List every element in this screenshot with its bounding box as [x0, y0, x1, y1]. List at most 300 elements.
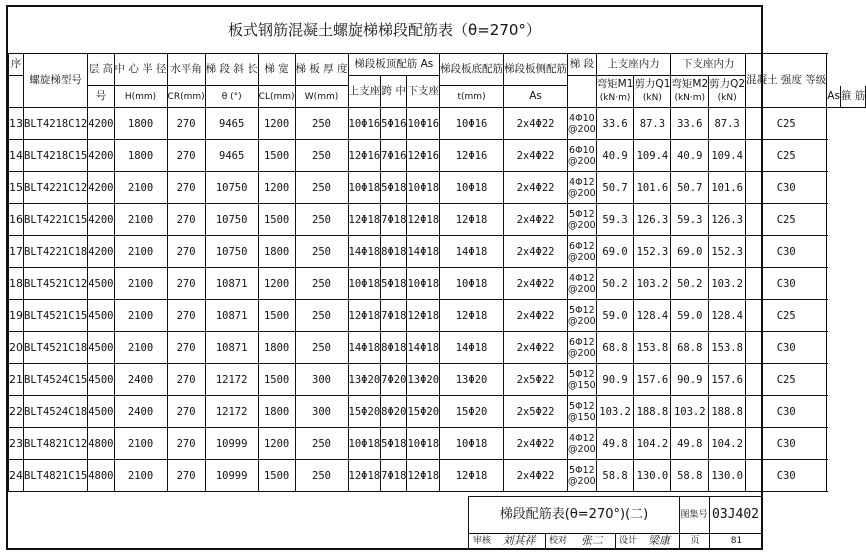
m1-cell: 90.9 [596, 364, 634, 396]
angle-cell: 270 [167, 268, 205, 300]
m2-header: 弯矩M2 (kN·m) [671, 76, 709, 108]
bottom-rebar-cell: 12Φ18 [440, 460, 504, 492]
bottom-rebar-cell: 10Φ18 [440, 268, 504, 300]
radius-cell: 2400 [114, 396, 167, 428]
slope-length-cell: 10871 [205, 268, 258, 300]
angle-cell: 270 [167, 332, 205, 364]
seq-cell: 21 [9, 364, 24, 396]
q1-cell: 152.3 [634, 236, 671, 268]
stirrup-cell [568, 140, 597, 172]
slope-length-cell: 9465 [205, 108, 258, 140]
side-rebar-header: 梯段板侧配筋 [504, 54, 568, 86]
m2-cell: 68.8 [671, 332, 709, 364]
top-mid-cell: 8Φ20 [381, 396, 407, 428]
q1-cell: 157.6 [634, 364, 671, 396]
width-cell: 1800 [258, 396, 295, 428]
m1-cell: 59.3 [596, 204, 634, 236]
side-rebar-cell: 2x4Φ22 [504, 268, 568, 300]
bottom-rebar-cell: 12Φ18 [440, 204, 504, 236]
stirrup-bars: 6Φ10 [569, 144, 595, 156]
side-rebar-cell: 2x5Φ22 [504, 364, 568, 396]
top-mid-cell: 5Φ18 [381, 268, 407, 300]
seq-cell: 15 [9, 172, 24, 204]
height-cell: 4500 [88, 396, 114, 428]
signature-row [469, 533, 762, 549]
drawing-sheet [6, 5, 866, 550]
m2-cell: 50.2 [671, 268, 709, 300]
m1-cell: 49.8 [596, 428, 634, 460]
q1-cell: 188.8 [634, 396, 671, 428]
top-mid-cell: 5Φ16 [381, 108, 407, 140]
table-row [9, 140, 866, 172]
thickness-cell: 250 [295, 236, 348, 268]
m1-cell: 103.2 [596, 396, 634, 428]
q2-cell: 128.4 [709, 300, 746, 332]
table-row [9, 204, 866, 236]
thickness-cell: 250 [295, 140, 348, 172]
thickness-cell: 250 [295, 300, 348, 332]
seq-cell: 14 [9, 140, 24, 172]
radius-cell: 2100 [114, 332, 167, 364]
seq-cell: 17 [9, 236, 24, 268]
atlas-label: 图集号 [679, 497, 710, 534]
slope-length-cell: 10999 [205, 428, 258, 460]
seq-cell: 23 [9, 428, 24, 460]
top-upper-cell: 14Φ18 [348, 332, 381, 364]
concrete-grade-cell: C25 [746, 364, 827, 396]
table-body [9, 108, 866, 492]
radius-cell: 2100 [114, 300, 167, 332]
model-cell: BLT4218C15 [24, 140, 88, 172]
stirrup-spacing: @200 [568, 219, 596, 231]
upper-force-header: 上支座内力 [596, 54, 671, 76]
m1-cell: 50.2 [596, 268, 634, 300]
bottom-rebar-cell: 12Φ18 [440, 300, 504, 332]
height-cell: 4500 [88, 300, 114, 332]
radius-cell: 2100 [114, 428, 167, 460]
center-radius-unit: CR(mm) [167, 86, 205, 108]
seq-cell: 19 [9, 300, 24, 332]
side-rebar-cell: 2x4Φ22 [504, 108, 568, 140]
lower-force-header: 下支座内力 [671, 54, 746, 76]
m2-cell: 103.2 [671, 396, 709, 428]
stirrup-cell [568, 364, 597, 396]
width-cell: 1500 [258, 460, 295, 492]
stirrup-cell [568, 300, 597, 332]
top-mid-cell: 8Φ18 [381, 332, 407, 364]
height-cell: 4800 [88, 460, 114, 492]
m2-cell: 49.8 [671, 428, 709, 460]
thickness-cell: 250 [295, 428, 348, 460]
top-upper-cell: 15Φ20 [348, 396, 381, 428]
width-cell: 1200 [258, 108, 295, 140]
top-rebar-header: 梯段板顶配筋 As [348, 54, 440, 76]
top-mid-cell: 8Φ18 [381, 236, 407, 268]
concrete-grade-cell: C30 [746, 460, 827, 492]
seq-header-bottom: 号 [88, 86, 114, 108]
side-rebar-cell: 2x4Φ22 [504, 236, 568, 268]
top-lower-cell: 12Φ18 [407, 300, 440, 332]
top-upper-cell: 12Φ18 [348, 300, 381, 332]
concrete-grade-cell: C30 [746, 172, 827, 204]
height-cell: 4200 [88, 204, 114, 236]
top-upper-cell: 12Φ18 [348, 204, 381, 236]
concrete-grade-cell: C30 [746, 236, 827, 268]
angle-cell: 270 [167, 428, 205, 460]
atlas-number: 03J402 [709, 497, 762, 534]
check-signature: 张二 [581, 534, 603, 547]
m1-cell: 68.8 [596, 332, 634, 364]
q1-cell: 109.4 [634, 140, 671, 172]
top-mid-cell: 5Φ18 [381, 428, 407, 460]
stirrup-spacing: @200 [568, 347, 596, 359]
stirrup-cell [568, 396, 597, 428]
top-mid-cell: 7Φ18 [381, 300, 407, 332]
width-cell: 1800 [258, 332, 295, 364]
top-lower-cell: 10Φ16 [407, 108, 440, 140]
model-cell: BLT4821C15 [24, 460, 88, 492]
sheet-title: 梯段配筋表(θ=270°)(二) [469, 497, 680, 534]
angle-cell: 270 [167, 364, 205, 396]
top-mid-cell: 7Φ16 [381, 140, 407, 172]
stirrup-spacing: @200 [568, 315, 596, 327]
model-cell: BLT4521C12 [24, 268, 88, 300]
width-cell: 1200 [258, 172, 295, 204]
top-mid-cell: 7Φ20 [381, 364, 407, 396]
m1-cell: 58.8 [596, 460, 634, 492]
width-cell: 1500 [258, 140, 295, 172]
height-cell: 4500 [88, 364, 114, 396]
seq-header-top: 序 [9, 54, 24, 76]
radius-cell: 1800 [114, 108, 167, 140]
slope-length-cell: 10750 [205, 236, 258, 268]
table-row [9, 300, 866, 332]
seq-cell: 22 [9, 396, 24, 428]
review-label: 审核 [472, 536, 491, 546]
horiz-angle-header: 水平角 [167, 54, 205, 86]
angle-cell: 270 [167, 204, 205, 236]
top-upper-cell: 13Φ20 [348, 364, 381, 396]
top-lower-cell: 10Φ18 [407, 428, 440, 460]
width-cell: 1200 [258, 428, 295, 460]
top-lower-cell: 12Φ18 [407, 460, 440, 492]
model-header: 螺旋梯型号 [24, 54, 88, 108]
table-row [9, 172, 866, 204]
radius-cell: 2100 [114, 460, 167, 492]
width-cell: 1500 [258, 204, 295, 236]
seq-cell: 24 [9, 460, 24, 492]
top-lower-cell: 13Φ20 [407, 364, 440, 396]
review-signature: 刘其祥 [502, 534, 536, 547]
stirrup-cell [568, 204, 597, 236]
page-label: 页 [679, 533, 710, 549]
stirrup-spacing: @200 [568, 283, 596, 295]
q2-cell: 188.8 [709, 396, 746, 428]
m1-header: 弯矩M1 (kN·m) [596, 76, 634, 108]
m2-cell: 33.6 [671, 108, 709, 140]
stirrup-bars: 5Φ12 [569, 368, 595, 380]
height-header: 层 高 [88, 54, 114, 86]
stirrup-cell [568, 236, 597, 268]
thickness-cell: 250 [295, 204, 348, 236]
width-cell: 1500 [258, 300, 295, 332]
stirrup-bars: 4Φ12 [569, 272, 595, 284]
concrete-grade-cell: C25 [746, 300, 827, 332]
table-row [9, 428, 866, 460]
thickness-cell: 300 [295, 396, 348, 428]
height-cell: 4800 [88, 428, 114, 460]
slope-length-cell: 10871 [205, 332, 258, 364]
m1-cell: 59.0 [596, 300, 634, 332]
table-row [9, 460, 866, 492]
q2-cell: 157.6 [709, 364, 746, 396]
q2-cell: 87.3 [709, 108, 746, 140]
top-upper-cell: 10Φ16 [348, 108, 381, 140]
top-lower-cell: 10Φ18 [407, 172, 440, 204]
angle-cell: 270 [167, 108, 205, 140]
side-rebar-cell: 2x4Φ22 [504, 140, 568, 172]
thickness-header: 梯 板 厚 度 [295, 54, 348, 86]
bottom-rebar-cell: 13Φ20 [440, 364, 504, 396]
stirrup-bars: 5Φ12 [569, 208, 595, 220]
height-cell: 4200 [88, 172, 114, 204]
side-rebar-cell: 2x4Φ22 [504, 204, 568, 236]
m2-cell: 40.9 [671, 140, 709, 172]
stirrup-spacing: @200 [568, 187, 596, 199]
top-mid-cell: 5Φ18 [381, 172, 407, 204]
slope-length-cell: 12172 [205, 364, 258, 396]
top-lower-cell: 12Φ16 [407, 140, 440, 172]
q1-cell: 104.2 [634, 428, 671, 460]
bottom-rebar-cell: 10Φ18 [440, 172, 504, 204]
slope-length-header: 梯 段 斜 长 [205, 54, 258, 86]
q2-cell: 103.2 [709, 268, 746, 300]
angle-cell: 270 [167, 172, 205, 204]
q1-header: 剪力Q1 (kN) [634, 76, 671, 108]
model-cell: BLT4521C18 [24, 332, 88, 364]
stirrup-bars: 4Φ12 [569, 432, 595, 444]
radius-cell: 2100 [114, 236, 167, 268]
slope-length-cell: 10871 [205, 300, 258, 332]
thickness-cell: 250 [295, 268, 348, 300]
page-number: 81 [709, 533, 763, 549]
top-mid-cell: 7Φ18 [381, 204, 407, 236]
stirrup-cell [568, 268, 597, 300]
q1-cell: 130.0 [634, 460, 671, 492]
q2-cell: 126.3 [709, 204, 746, 236]
top-upper-cell: 10Φ18 [348, 172, 381, 204]
width-header: 梯 宽 [258, 54, 295, 86]
table-row [9, 236, 866, 268]
m2-cell: 69.0 [671, 236, 709, 268]
height-cell: 4500 [88, 268, 114, 300]
m2-cell: 59.0 [671, 300, 709, 332]
stirrup-spacing: @200 [568, 251, 596, 263]
bottom-rebar-header: 梯段板底配筋 [440, 54, 504, 86]
concrete-grade-header: 混凝土 强度 等级 [746, 54, 827, 108]
top-lower-cell: 10Φ18 [407, 268, 440, 300]
radius-cell: 2100 [114, 268, 167, 300]
stirrup-spacing: @200 [568, 443, 596, 455]
radius-cell: 2100 [114, 172, 167, 204]
slope-length-cell: 9465 [205, 140, 258, 172]
stirrup-spacing: @150 [568, 379, 596, 391]
q1-cell: 128.4 [634, 300, 671, 332]
stirrup-cell [568, 108, 597, 140]
side-rebar-cell: 2x4Φ22 [504, 460, 568, 492]
m1-cell: 40.9 [596, 140, 634, 172]
height-cell: 4200 [88, 108, 114, 140]
q2-cell: 153.8 [709, 332, 746, 364]
bottom-rebar-cell: 14Φ18 [440, 236, 504, 268]
radius-cell: 1800 [114, 140, 167, 172]
thickness-cell: 250 [295, 332, 348, 364]
table-title: 板式钢筋混凝土螺旋梯梯段配筋表（θ=270°） [8, 7, 761, 54]
slope-length-cell: 12172 [205, 396, 258, 428]
angle-cell: 270 [167, 460, 205, 492]
stirrup-cell [568, 428, 597, 460]
thickness-cell: 250 [295, 460, 348, 492]
title-block [468, 496, 762, 549]
stirrup-cell [568, 172, 597, 204]
check-label: 校对 [545, 533, 570, 549]
width-cell: 1800 [258, 236, 295, 268]
q2-cell: 104.2 [709, 428, 746, 460]
stirrup-bars: 4Φ10 [569, 112, 595, 124]
m1-cell: 50.7 [596, 172, 634, 204]
top-lower-cell: 14Φ18 [407, 332, 440, 364]
angle-cell: 270 [167, 396, 205, 428]
height-cell: 4200 [88, 140, 114, 172]
top-upper-cell: 10Φ18 [348, 428, 381, 460]
table-row [9, 108, 866, 140]
radius-cell: 2100 [114, 204, 167, 236]
m2-cell: 50.7 [671, 172, 709, 204]
thickness-cell: 300 [295, 364, 348, 396]
table-row [9, 268, 866, 300]
concrete-grade-cell: C30 [746, 332, 827, 364]
stirrup-bars: 5Φ12 [569, 400, 595, 412]
q2-cell: 130.0 [709, 460, 746, 492]
angle-cell: 270 [167, 140, 205, 172]
model-cell: BLT4221C12 [24, 172, 88, 204]
model-cell: BLT4218C12 [24, 108, 88, 140]
q1-cell: 87.3 [634, 108, 671, 140]
thickness-cell: 250 [295, 108, 348, 140]
model-cell: BLT4524C15 [24, 364, 88, 396]
m2-cell: 90.9 [671, 364, 709, 396]
seq-cell: 13 [9, 108, 24, 140]
stirrup-cell [568, 460, 597, 492]
width-cell: 1500 [258, 364, 295, 396]
seq-cell: 20 [9, 332, 24, 364]
q1-cell: 126.3 [634, 204, 671, 236]
concrete-grade-cell: C30 [746, 396, 827, 428]
model-cell: BLT4221C18 [24, 236, 88, 268]
top-upper-header: 上支座 [348, 76, 381, 108]
radius-cell: 2400 [114, 364, 167, 396]
angle-cell: 270 [167, 300, 205, 332]
stirrup-spacing: @200 [568, 123, 596, 135]
design-label: 设计 [615, 533, 640, 549]
stirrup-header-top: 梯 段 [568, 54, 597, 76]
center-radius-header: 中 心 半 径 [114, 54, 167, 86]
concrete-grade-cell: C25 [746, 108, 827, 140]
bottom-rebar-cell: 10Φ16 [440, 108, 504, 140]
top-mid-header: 跨 中 [381, 76, 407, 108]
top-lower-cell: 12Φ18 [407, 204, 440, 236]
stirrup-spacing: @200 [568, 475, 596, 487]
seq-cell: 16 [9, 204, 24, 236]
width-unit: W(mm) [295, 86, 348, 108]
stirrup-spacing: @200 [568, 155, 596, 167]
top-lower-header: 下支座 [407, 76, 440, 108]
rebar-table [8, 53, 866, 492]
thickness-cell: 250 [295, 172, 348, 204]
thickness-unit: t(mm) [440, 86, 504, 108]
model-cell: BLT4221C15 [24, 204, 88, 236]
stirrup-header-bottom: 箍 筋 [840, 86, 865, 108]
m1-cell: 69.0 [596, 236, 634, 268]
top-upper-cell: 10Φ18 [348, 268, 381, 300]
concrete-grade-cell: C30 [746, 428, 827, 460]
bottom-rebar-cell: 10Φ18 [440, 428, 504, 460]
horiz-angle-unit: θ (°) [205, 86, 258, 108]
top-upper-cell: 12Φ18 [348, 460, 381, 492]
height-unit: H(mm) [114, 86, 167, 108]
side-rebar-cell: 2x4Φ22 [504, 428, 568, 460]
top-mid-cell: 7Φ18 [381, 460, 407, 492]
bottom-rebar-cell: 12Φ16 [440, 140, 504, 172]
width-cell: 1200 [258, 268, 295, 300]
top-lower-cell: 14Φ18 [407, 236, 440, 268]
design-signature: 梁康 [648, 534, 670, 547]
height-cell: 4200 [88, 236, 114, 268]
q2-header: 剪力Q2 (kN) [709, 76, 746, 108]
side-rebar-cell: 2x4Φ22 [504, 332, 568, 364]
q2-cell: 109.4 [709, 140, 746, 172]
concrete-grade-cell: C30 [746, 268, 827, 300]
table-row [9, 396, 866, 428]
bottom-rebar-cell: 15Φ20 [440, 396, 504, 428]
slope-length-cell: 10999 [205, 460, 258, 492]
model-cell: BLT4821C12 [24, 428, 88, 460]
stirrup-cell [568, 332, 597, 364]
stirrup-bars: 6Φ12 [569, 336, 595, 348]
side-rebar-cell: 2x5Φ22 [504, 396, 568, 428]
q1-cell: 103.2 [634, 268, 671, 300]
slope-length-cell: 10750 [205, 204, 258, 236]
slope-length-unit: CL(mm) [258, 86, 295, 108]
concrete-grade-cell: C25 [746, 204, 827, 236]
side-rebar-unit: As [827, 86, 841, 108]
stirrup-bars: 6Φ12 [569, 240, 595, 252]
m1-cell: 33.6 [596, 108, 634, 140]
stirrup-bars: 4Φ12 [569, 176, 595, 188]
top-lower-cell: 15Φ20 [407, 396, 440, 428]
q2-cell: 152.3 [709, 236, 746, 268]
concrete-grade-cell: C25 [746, 140, 827, 172]
stirrup-bars: 5Φ12 [569, 464, 595, 476]
height-cell: 4500 [88, 332, 114, 364]
top-upper-cell: 14Φ18 [348, 236, 381, 268]
angle-cell: 270 [167, 236, 205, 268]
stirrup-bars: 5Φ12 [569, 304, 595, 316]
q1-cell: 101.6 [634, 172, 671, 204]
model-cell: BLT4524C18 [24, 396, 88, 428]
stirrup-spacing: @150 [568, 411, 596, 423]
side-rebar-cell: 2x4Φ22 [504, 300, 568, 332]
